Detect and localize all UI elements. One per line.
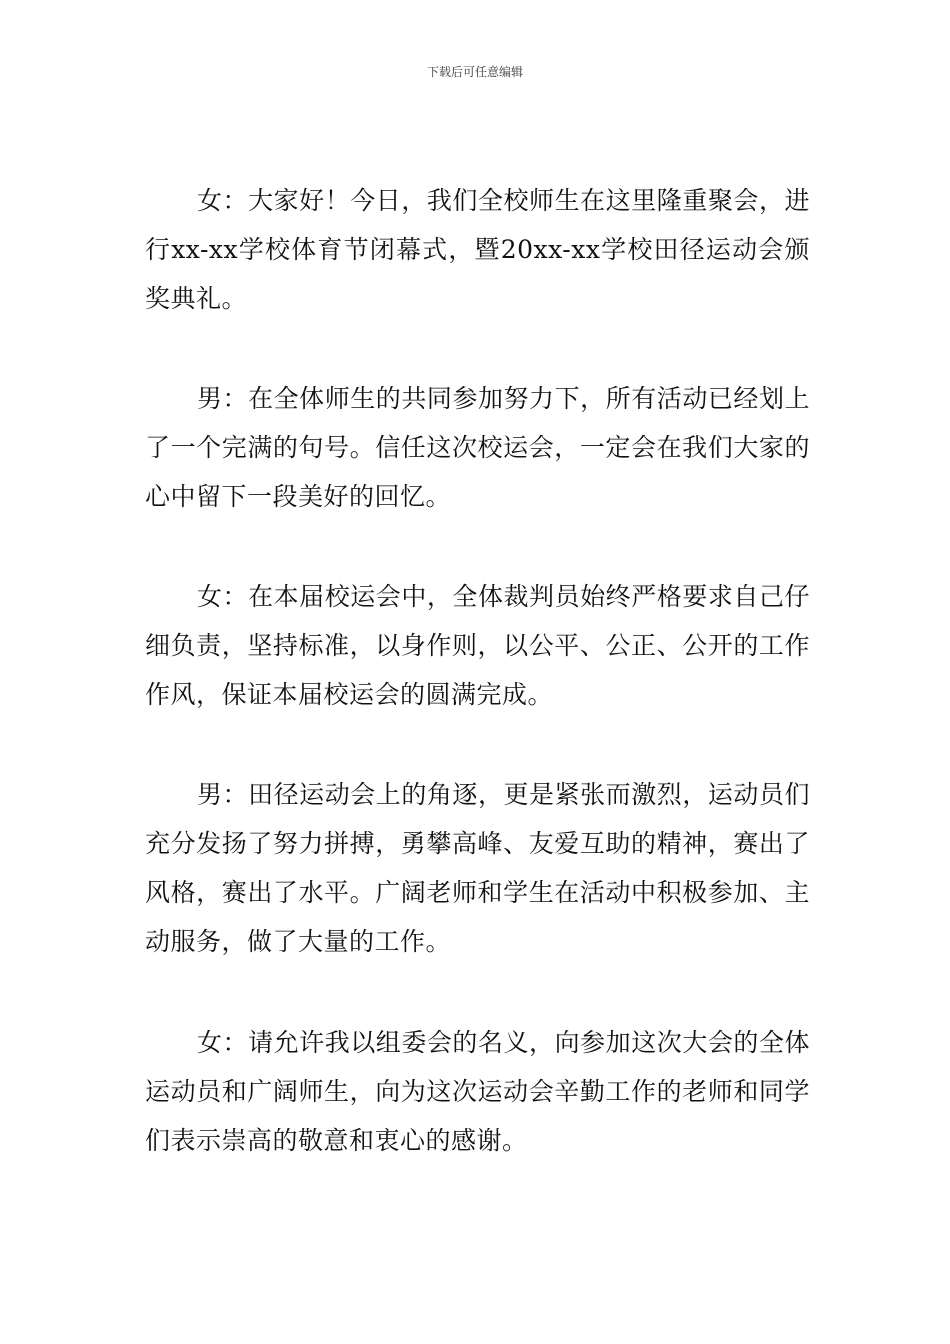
paragraph-2: 男：在全体师生的共同参加努力下，所有活动已经划上了一个完满的句号。信任这次校运会，一定会在我们大家的心中留下一段美好的回忆。 bbox=[145, 384, 810, 511]
paragraph-4: 男：田径运动会上的角逐，更是紧张而激烈，运动员们充分发扬了努力拼搏，勇攀高峰、友爱互助的精神，赛出了风格，赛出了水平。广阔老师和学生在活动中积极参加、主动服务，做了大量的工作。 bbox=[145, 780, 810, 956]
paragraph-3: 女：在本届校运会中，全体裁判员始终严格要求自己仔细负责，坚持标准，以身作则，以公平、公正、公开的工作作风，保证本届校运会的圆满完成。 bbox=[145, 582, 810, 709]
page-header-note: 下载后可任意编辑 bbox=[426, 65, 523, 79]
paragraph-5: 女：请允许我以组委会的名义，向参加这次大会的全体运动员和广阔师生，向为这次运动会辛勤工作的老师和同学们表示崇高的敬意和衷心的感谢。 bbox=[145, 1028, 810, 1155]
paragraph-1: 女：大家好！今日，我们全校师生在这里隆重聚会，进行xx-xx学校体育节闭幕式，暨20xx-xx学校田径运动会颁奖典礼。 bbox=[145, 186, 810, 313]
